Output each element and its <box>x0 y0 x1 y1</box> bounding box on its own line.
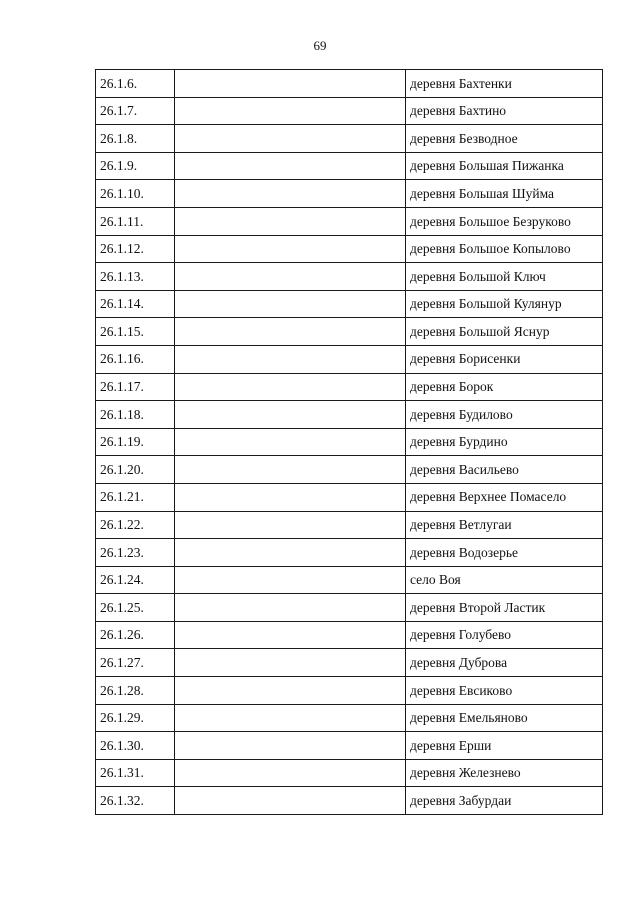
table-row <box>96 401 603 429</box>
empty-cell <box>175 456 406 484</box>
row-number-cell: 26.1.21. <box>96 483 175 511</box>
empty-cell <box>175 704 406 732</box>
settlement-name-cell: деревня Дуброва <box>406 649 603 677</box>
empty-cell <box>175 566 406 594</box>
empty-cell <box>175 759 406 787</box>
table-row <box>96 207 603 235</box>
row-number-cell: 26.1.23. <box>96 539 175 567</box>
empty-cell <box>175 207 406 235</box>
settlement-name-cell: деревня Васильево <box>406 456 603 484</box>
table-row <box>96 759 603 787</box>
empty-cell <box>175 732 406 760</box>
settlements-table <box>95 69 603 815</box>
row-number-cell: 26.1.17. <box>96 373 175 401</box>
empty-cell <box>175 511 406 539</box>
empty-cell <box>175 787 406 815</box>
row-number-cell: 26.1.25. <box>96 594 175 622</box>
row-number-cell: 26.1.18. <box>96 401 175 429</box>
settlement-name-cell: село Воя <box>406 566 603 594</box>
table-row <box>96 180 603 208</box>
table-row <box>96 511 603 539</box>
table-row <box>96 152 603 180</box>
settlement-name-cell: деревня Бахтенки <box>406 70 603 98</box>
empty-cell <box>175 290 406 318</box>
settlement-name-cell: деревня Большой Яснур <box>406 318 603 346</box>
table-row <box>96 732 603 760</box>
settlement-name-cell: деревня Емельяново <box>406 704 603 732</box>
empty-cell <box>175 70 406 98</box>
table-row <box>96 318 603 346</box>
row-number-cell: 26.1.19. <box>96 428 175 456</box>
row-number-cell: 26.1.7. <box>96 97 175 125</box>
row-number-cell: 26.1.31. <box>96 759 175 787</box>
row-number-cell: 26.1.26. <box>96 621 175 649</box>
row-number-cell: 26.1.11. <box>96 207 175 235</box>
row-number-cell: 26.1.16. <box>96 345 175 373</box>
row-number-cell: 26.1.13. <box>96 263 175 291</box>
row-number-cell: 26.1.30. <box>96 732 175 760</box>
empty-cell <box>175 677 406 705</box>
row-number-cell: 26.1.22. <box>96 511 175 539</box>
table-row <box>96 483 603 511</box>
settlement-name-cell: деревня Борок <box>406 373 603 401</box>
table-row <box>96 373 603 401</box>
table-row <box>96 428 603 456</box>
row-number-cell: 26.1.12. <box>96 235 175 263</box>
settlement-name-cell: деревня Евсиково <box>406 677 603 705</box>
row-number-cell: 26.1.32. <box>96 787 175 815</box>
empty-cell <box>175 621 406 649</box>
table-row <box>96 677 603 705</box>
settlement-name-cell: деревня Верхнее Помасело <box>406 483 603 511</box>
empty-cell <box>175 125 406 153</box>
settlement-name-cell: деревня Бахтино <box>406 97 603 125</box>
row-number-cell: 26.1.6. <box>96 70 175 98</box>
table-row <box>96 125 603 153</box>
row-number-cell: 26.1.24. <box>96 566 175 594</box>
settlement-name-cell: деревня Ерши <box>406 732 603 760</box>
settlement-name-cell: деревня Забурдаи <box>406 787 603 815</box>
table-row <box>96 290 603 318</box>
settlement-name-cell: деревня Второй Ластик <box>406 594 603 622</box>
row-number-cell: 26.1.28. <box>96 677 175 705</box>
row-number-cell: 26.1.29. <box>96 704 175 732</box>
table-row <box>96 787 603 815</box>
settlement-name-cell: деревня Большое Копылово <box>406 235 603 263</box>
table-row <box>96 594 603 622</box>
empty-cell <box>175 594 406 622</box>
settlement-name-cell: деревня Железнево <box>406 759 603 787</box>
page-number: 69 <box>313 38 327 53</box>
settlement-name-cell: деревня Безводное <box>406 125 603 153</box>
settlement-name-cell: деревня Большая Пижанка <box>406 152 603 180</box>
settlement-name-cell: деревня Борисенки <box>406 345 603 373</box>
empty-cell <box>175 401 406 429</box>
empty-cell <box>175 235 406 263</box>
row-number-cell: 26.1.27. <box>96 649 175 677</box>
settlement-name-cell: деревня Большой Кулянур <box>406 290 603 318</box>
row-number-cell: 26.1.8. <box>96 125 175 153</box>
settlement-name-cell: деревня Большая Шуйма <box>406 180 603 208</box>
empty-cell <box>175 180 406 208</box>
row-number-cell: 26.1.14. <box>96 290 175 318</box>
empty-cell <box>175 539 406 567</box>
settlement-name-cell: деревня Водозерье <box>406 539 603 567</box>
row-number-cell: 26.1.15. <box>96 318 175 346</box>
table-row <box>96 70 603 98</box>
settlement-name-cell: деревня Будилово <box>406 401 603 429</box>
table-row <box>96 539 603 567</box>
table-row <box>96 345 603 373</box>
settlement-name-cell: деревня Голубево <box>406 621 603 649</box>
row-number-cell: 26.1.9. <box>96 152 175 180</box>
empty-cell <box>175 263 406 291</box>
empty-cell <box>175 318 406 346</box>
table-row <box>96 263 603 291</box>
empty-cell <box>175 428 406 456</box>
table-row <box>96 649 603 677</box>
table-row <box>96 456 603 484</box>
table-row <box>96 704 603 732</box>
table-row <box>96 235 603 263</box>
empty-cell <box>175 97 406 125</box>
empty-cell <box>175 649 406 677</box>
empty-cell <box>175 345 406 373</box>
settlement-name-cell: деревня Бурдино <box>406 428 603 456</box>
row-number-cell: 26.1.10. <box>96 180 175 208</box>
table-row <box>96 621 603 649</box>
table-row <box>96 97 603 125</box>
table-row <box>96 566 603 594</box>
settlement-name-cell: деревня Большое Безруково <box>406 207 603 235</box>
row-number-cell: 26.1.20. <box>96 456 175 484</box>
empty-cell <box>175 483 406 511</box>
table-body <box>96 70 603 815</box>
empty-cell <box>175 152 406 180</box>
settlement-name-cell: деревня Ветлугаи <box>406 511 603 539</box>
empty-cell <box>175 373 406 401</box>
settlement-name-cell: деревня Большой Ключ <box>406 263 603 291</box>
